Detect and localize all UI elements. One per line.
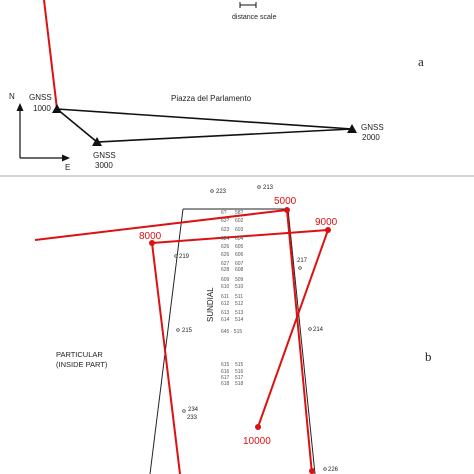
panel-b (35, 185, 339, 474)
sundial-point-label: 602 (235, 218, 244, 224)
sundial-point-label: 624 (221, 236, 230, 242)
station-5000-label: 5000 (274, 196, 297, 207)
east-label: E (65, 163, 71, 172)
detail-points (175, 185, 339, 473)
sundial-point-label: 615 (221, 362, 230, 368)
point-226-label: 226 (328, 467, 339, 473)
sundial-point-label: 509 (235, 277, 244, 283)
sundial-point-label: 613 (221, 310, 230, 316)
gnss-3000-number: 3000 (95, 161, 113, 170)
particular-sublabel: (INSIDE PART) (56, 360, 108, 369)
station-10000-marker (255, 424, 261, 430)
sundial-point-label: 515 (235, 362, 244, 368)
point-219-label: 219 (179, 254, 190, 260)
sundial-point-label: 510 (235, 284, 244, 290)
station-bottom-marker (309, 468, 315, 474)
particular-label: PARTICULAR (56, 350, 103, 359)
panel-b-label: b (425, 349, 432, 364)
square-label: Piazza del Parlamento (171, 94, 252, 103)
sundial-point-label: 6? (221, 210, 227, 216)
sundial-point-label: 608 (235, 267, 244, 273)
sundial-label: SUNDIAL (206, 287, 215, 322)
station-10000-label: 10000 (243, 436, 271, 447)
panel-a (9, 0, 384, 172)
sundial-point-label: 514 (235, 317, 244, 323)
sundial-point-label: 612 (221, 301, 230, 307)
station-5000-marker (284, 207, 290, 213)
gnss-1000-name: GNSS (29, 93, 52, 102)
sundial-point-label: 611 (221, 294, 229, 300)
sundial-point-label: 513 (235, 310, 244, 316)
sundial-point-label: 626 (221, 252, 230, 258)
distance-scale-label: distance scale (232, 14, 277, 21)
sundial-point-label: 617 (221, 375, 230, 381)
sundial-point-label: 623 (221, 227, 230, 233)
sundial-point-label: 645 · 515 (221, 329, 243, 335)
sundial-point-label: 63? (221, 218, 230, 224)
sundial-point-label: 618 (221, 381, 230, 387)
point-215-label: 215 (182, 328, 193, 334)
distance-scale (232, 2, 276, 21)
gnss-traverse (57, 109, 352, 142)
sundial-point-label: 614 (221, 317, 230, 323)
gnss-3000-name: GNSS (93, 151, 116, 160)
sundial-point-label: 604 (235, 236, 244, 242)
sundial-point-label: 58? (235, 210, 244, 216)
gnss-1000-number: 1000 (33, 104, 51, 113)
station-9000-label: 9000 (315, 217, 338, 228)
sundial-point-label: 606 (235, 252, 244, 258)
sundial-point-label: 628 (221, 267, 230, 273)
sundial-point-label: 610 (221, 284, 230, 290)
sundial-point-label: 607 (235, 261, 244, 267)
sundial-point-label: 609 (221, 277, 230, 283)
point-214-label: 214 (313, 327, 324, 333)
sundial-point-label: 626 (221, 244, 230, 250)
sundial-point-label: 603 (235, 227, 244, 233)
point-217-label: 217 (297, 258, 308, 264)
station-8000-label: 8000 (139, 231, 162, 242)
gnss-2000-number: 2000 (362, 133, 380, 142)
point-213-label: 213 (263, 185, 274, 191)
sundial-point-label: 512 (235, 301, 244, 307)
point-234-label: 234 (188, 407, 199, 413)
red-survey-network (35, 210, 328, 474)
sundial-point-label: 511 (235, 294, 243, 300)
sundial-point-label: 605 (235, 244, 244, 250)
sundial-point-label: 627 (221, 261, 230, 267)
sundial-point-label: 616 (221, 369, 230, 375)
north-label: N (9, 92, 15, 101)
panel-a-label: a (418, 54, 424, 69)
point-223-label: 223 (216, 189, 227, 195)
sundial-point-label: 517 (235, 375, 244, 381)
sundial-point-label: 518 (235, 381, 244, 387)
gnss-2000-name: GNSS (361, 123, 384, 132)
point-233-label: 233 (187, 415, 198, 421)
sundial-point-label: 516 (235, 369, 244, 375)
